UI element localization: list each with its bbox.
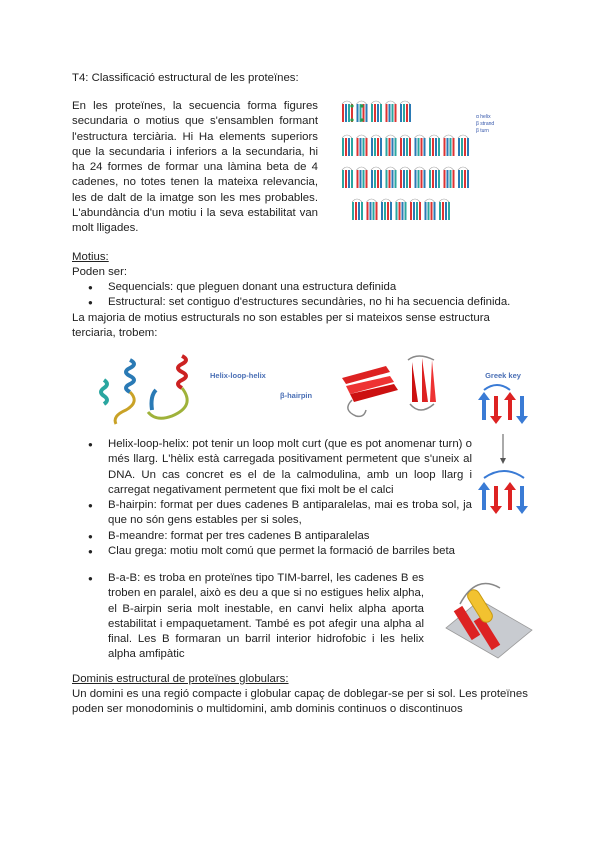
beta-strand-icon — [410, 202, 412, 220]
turn-icon — [357, 167, 367, 170]
beta-strand-icon — [418, 138, 420, 156]
beta-strand-icon — [445, 202, 447, 220]
helix-loop-helix-icon — [148, 356, 187, 418]
turn-icon — [386, 135, 396, 138]
beta-strand-icon — [467, 138, 469, 156]
beta-strand-icon — [377, 170, 379, 188]
beta-strand-icon — [402, 202, 404, 220]
beta-strand-icon — [374, 104, 376, 122]
beta-strand-icon — [448, 202, 450, 220]
beta-strand-icon — [348, 104, 350, 122]
beta-strand-icon — [450, 138, 452, 156]
beta-strand-icon — [421, 138, 423, 156]
beta-strand-icon — [355, 202, 357, 220]
beta-strand-icon — [386, 104, 388, 122]
beta-strand-icon — [458, 138, 460, 156]
turn-icon — [425, 199, 435, 202]
beta-strand-icon — [406, 138, 408, 156]
beta-strand-icon — [387, 202, 389, 220]
turn-icon — [458, 135, 468, 138]
beta-strand-icon — [438, 138, 440, 156]
beta-strand-icon — [447, 138, 449, 156]
beta-strand-icon — [395, 138, 397, 156]
beta-strand-icon — [371, 104, 373, 122]
motifs-figure — [90, 350, 530, 430]
beta-strand-icon — [413, 202, 415, 220]
beta-strand-icon — [400, 104, 402, 122]
beta-strand-icon — [464, 138, 466, 156]
beta-strand-icon — [435, 138, 437, 156]
beta-strand-icon — [447, 170, 449, 188]
figure1-legend-helix: α helix — [476, 114, 491, 120]
turn-icon — [410, 199, 420, 202]
beta-strand-icon — [429, 138, 431, 156]
marker-dot-icon — [360, 104, 363, 107]
beta-strand-icon — [419, 202, 421, 220]
beta-strand-icon — [421, 170, 423, 188]
turn-icon — [429, 135, 439, 138]
beta-strand-icon — [431, 202, 433, 220]
greek-key-label: Greek key — [485, 371, 521, 380]
intro-paragraph: En les proteïnes, la secuencia forma figures secundaria o motius que s'ensamblen formant l'estructura terciària. Hi Ha elements superiors que la secundaria i inferiors a la secundaria, hi ha 24 formes de formar una làmina beta de 4 cadenes, no totes tenen la mateixa relevancia, les de dalt de la imatge son les mes probables. L'abundància d'un motiu i la seva estabilitat van molt lligades. — [72, 100, 318, 235]
figure1-legend-strand: β strand — [476, 121, 495, 127]
beta-strand-icon — [435, 170, 437, 188]
beta-strand-icon — [418, 170, 420, 188]
motif-types-list — [72, 280, 532, 311]
beta-strand-icon — [357, 104, 359, 122]
helix-loop-helix-label: Helix-loop-helix — [210, 371, 266, 380]
beta-strand-icon — [432, 138, 434, 156]
majoria-paragraph: La majoria de motius estructurals no son estables per si mateixos sense estructura terciaria, trobem: — [72, 312, 490, 340]
beta-strand-icon — [400, 170, 402, 188]
beta-strand-icon — [405, 202, 407, 220]
turn-icon — [357, 135, 367, 138]
beta-strand-icon — [360, 170, 362, 188]
beta-strand-icon — [381, 202, 383, 220]
beta-strand-icon — [386, 138, 388, 156]
turn-icon — [415, 167, 425, 170]
beta-strand-icon — [406, 170, 408, 188]
beta-strand-icon — [363, 170, 365, 188]
bab-list — [72, 571, 424, 663]
beta-strand-icon — [370, 202, 372, 220]
beta-alpha-beta-figure — [440, 570, 536, 662]
beta-strand-icon — [406, 104, 408, 122]
beta-strand-icon — [366, 170, 368, 188]
beta-strand-icon — [367, 202, 369, 220]
beta-strand-icon — [371, 170, 373, 188]
list-item: ● B-hairpin: format per dues cadenes B antiparalelas, mai es troba sol, ja que no són gens estables per si soles, — [72, 498, 472, 529]
beta-strand-icon — [366, 138, 368, 156]
beta-strand-icon — [392, 170, 394, 188]
beta-strand-icon — [384, 202, 386, 220]
beta-strand-icon — [392, 138, 394, 156]
marker-dot-icon — [350, 118, 353, 121]
turn-icon — [342, 135, 352, 138]
beta-strand-icon — [403, 104, 405, 122]
turn-icon — [429, 167, 439, 170]
turn-icon — [444, 167, 454, 170]
beta-strand-icon — [464, 170, 466, 188]
beta-hairpin-label: β-hairpin — [280, 391, 313, 400]
beta-strand-icon — [450, 170, 452, 188]
turn-icon — [371, 167, 381, 170]
turn-icon — [371, 101, 381, 104]
turn-icon — [400, 101, 410, 104]
calmodulin-helix-icon — [101, 360, 134, 424]
beta-strand-icon — [409, 138, 411, 156]
beta-strand-icon — [442, 202, 444, 220]
motius-heading: Motius: — [72, 251, 109, 263]
turn-icon — [371, 135, 381, 138]
turn-icon — [352, 199, 362, 202]
beta-strand-icon — [380, 104, 382, 122]
beta-strand-icon — [377, 138, 379, 156]
beta-strand-icon — [434, 202, 436, 220]
list-item: ● Sequencials: que pleguen donant una estructura definida — [72, 280, 532, 295]
poden-ser-label: Poden ser: — [72, 266, 128, 278]
beta-strand-icon — [380, 138, 382, 156]
beta-strand-icon — [358, 202, 360, 220]
beta-strand-icon — [429, 170, 431, 188]
beta-meander-icon — [342, 366, 398, 416]
beta-strand-icon — [357, 138, 359, 156]
turn-icon — [400, 167, 410, 170]
beta-strand-icon — [425, 202, 427, 220]
beta-strand-icon — [342, 104, 344, 122]
beta-strand-icon — [389, 138, 391, 156]
beta-strand-icon — [345, 104, 347, 122]
beta-strand-icon — [396, 202, 398, 220]
beta-strand-icon — [389, 170, 391, 188]
list-item: ● Clau grega: motiu molt comú que permet la formació de barriles beta — [72, 544, 472, 559]
beta-strand-icon — [374, 170, 376, 188]
beta-strand-icon — [377, 104, 379, 122]
page-title: T4: Classificació estructural de les proteïnes: — [72, 72, 299, 84]
turn-icon — [400, 135, 410, 138]
beta-strand-icon — [399, 202, 401, 220]
beta-strand-icon — [348, 170, 350, 188]
greek-key-figure — [470, 370, 536, 530]
beta-strand-icon — [409, 170, 411, 188]
beta-strand-icon — [438, 170, 440, 188]
beta-strand-icon — [424, 170, 426, 188]
beta-barrel-icon — [408, 356, 436, 410]
beta-strand-icon — [360, 138, 362, 156]
turn-icon — [342, 167, 352, 170]
beta-strand-icon — [400, 138, 402, 156]
marker-dot-icon — [360, 118, 363, 121]
beta-strand-icon — [371, 138, 373, 156]
turn-icon — [458, 167, 468, 170]
beta-strand-icon — [386, 170, 388, 188]
turn-icon — [386, 101, 396, 104]
turn-icon — [396, 199, 406, 202]
turn-icon — [357, 101, 367, 104]
beta-strand-icon — [403, 138, 405, 156]
beta-strand-icon — [351, 138, 353, 156]
dominis-paragraph: Un domini es una regió compacte i globular capaç de doblegar-se per si sol. Les proteïnes poden ser monodominis o multidomini, amb dominis continuos o discontinuos — [72, 688, 528, 716]
beta-strand-icon — [453, 170, 455, 188]
beta-strand-icon — [415, 170, 417, 188]
beta-strand-icon — [345, 170, 347, 188]
beta-strand-icon — [376, 202, 378, 220]
beta-strand-icon — [348, 138, 350, 156]
beta-strand-icon — [444, 138, 446, 156]
beta-strand-icon — [390, 202, 392, 220]
turn-icon — [444, 135, 454, 138]
beta-strand-icon — [432, 170, 434, 188]
beta-strand-icon — [395, 104, 397, 122]
beta-strand-icon — [409, 104, 411, 122]
beta-strand-icon — [424, 138, 426, 156]
beta-strand-icon — [361, 202, 363, 220]
beta-strand-icon — [363, 138, 365, 156]
beta-strand-icon — [342, 170, 344, 188]
turn-icon — [367, 199, 377, 202]
beta-strand-icon — [395, 170, 397, 188]
beta-strand-icon — [366, 104, 368, 122]
motifs-list — [72, 437, 472, 559]
beta-strand-icon — [380, 170, 382, 188]
turn-icon — [439, 199, 449, 202]
beta-strand-icon — [428, 202, 430, 220]
beta-strand-icon — [351, 170, 353, 188]
turn-icon — [415, 135, 425, 138]
dominis-heading: Dominis estructural de proteïnes globulars: — [72, 673, 289, 685]
beta-strand-icon — [458, 170, 460, 188]
beta-sheet-topologies-figure — [338, 94, 534, 232]
list-item: ● B-meandre: format per tres cadenes B antiparalelas — [72, 529, 472, 544]
turn-icon — [381, 199, 391, 202]
turn-icon — [386, 167, 396, 170]
beta-strand-icon — [345, 138, 347, 156]
beta-strand-icon — [444, 170, 446, 188]
beta-strand-icon — [415, 138, 417, 156]
marker-dot-icon — [350, 104, 353, 107]
beta-strand-icon — [342, 138, 344, 156]
figure1-legend-turn: β turn — [476, 128, 489, 134]
beta-strand-icon — [439, 202, 441, 220]
beta-strand-icon — [453, 138, 455, 156]
beta-strand-icon — [461, 138, 463, 156]
beta-strand-icon — [467, 170, 469, 188]
list-item: ● Helix-loop-helix: pot tenir un loop molt curt (que es pot anomenar turn) o més llarg. L'hèlix està carregada positivament permetent que s'uneix al DNA. Un cas concret es el de la calmodulina, amb un loop llarg i carregat negativament permetent que fixi molt be el calci — [72, 437, 472, 498]
beta-strand-icon — [392, 104, 394, 122]
beta-strand-icon — [416, 202, 418, 220]
list-item: ● B-a-B: es troba en proteïnes tipo TIM-barrel, les cadenes B es troben en paralel, això es deu a que si no estigues helix alpha, el B-airpin seria molt inestable, en canvi helix alpha aporta estabilitat i empaquetament. També es pot afegir una alpha al final. Les B formaran un barril interior hidrofobic i les helix alpha amfipàtic — [72, 571, 424, 663]
beta-strand-icon — [373, 202, 375, 220]
turn-icon — [342, 101, 352, 104]
beta-strand-icon — [389, 104, 391, 122]
beta-strand-icon — [403, 170, 405, 188]
list-item: ● Estructural: set contiguo d'estructures secundàries, no hi ha secuencia definida. — [72, 295, 532, 310]
beta-strand-icon — [357, 170, 359, 188]
beta-strand-icon — [374, 138, 376, 156]
beta-strand-icon — [352, 202, 354, 220]
beta-strand-icon — [461, 170, 463, 188]
